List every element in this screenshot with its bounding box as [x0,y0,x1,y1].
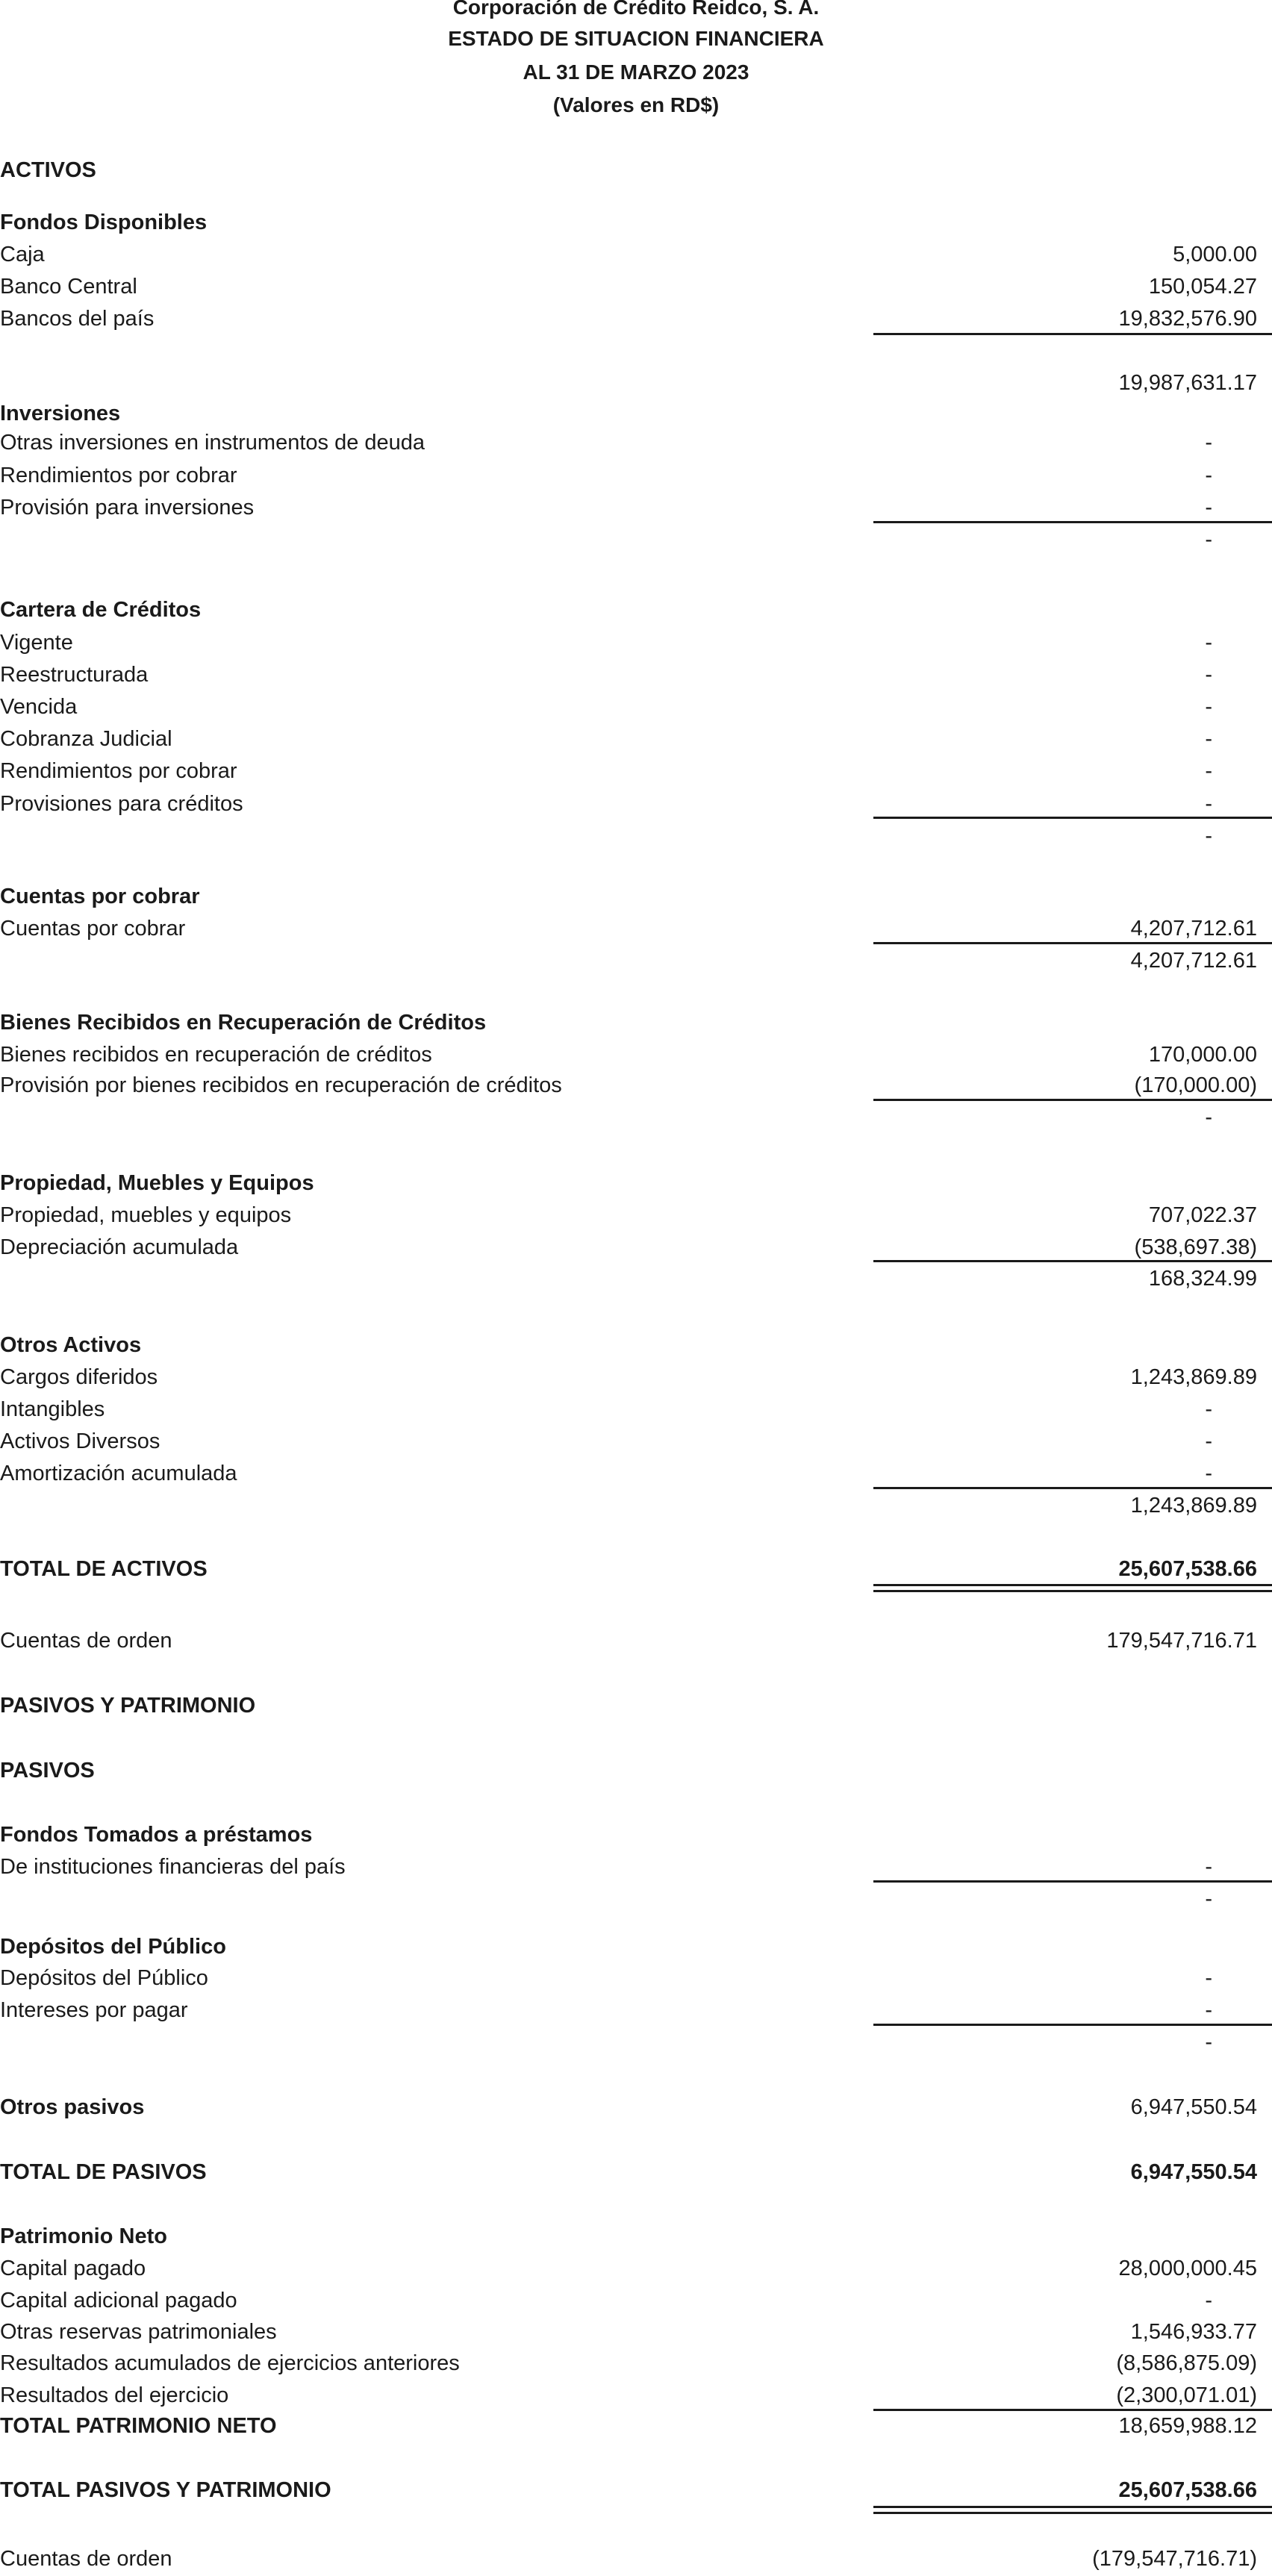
line-item [0,2286,1272,2315]
total-label: TOTAL DE PASIVOS [0,2160,207,2184]
line-label: Provisión para inversiones [0,496,255,520]
pasivos-patrimonio-heading: PASIVOS Y PATRIMONIO [0,1694,256,1718]
total-amount: 6,947,550.54 [1130,2160,1257,2184]
line-item [0,1963,1272,1993]
line-item [0,240,1272,269]
total-activos-row [0,1554,1272,1584]
line-amount: - [1205,431,1212,455]
line-item [0,914,1272,944]
total-amount: 25,607,538.66 [1118,1557,1257,1581]
company-name: Corporación de Crédito Reidco, S. A. [452,0,820,19]
subtotal-row [0,1103,1272,1132]
line-item [0,461,1272,490]
bienes-heading: Bienes Recibidos en Recuperación de Créditos [0,1011,487,1035]
line-amount: 179,547,716.71 [1106,1629,1257,1653]
subtotal-rule [873,333,1272,335]
line-label: Intangibles [0,1397,105,1421]
line-amount: - [1205,1462,1212,1485]
line-label: Cargos diferidos [0,1365,158,1389]
line-amount: 6,947,550.54 [1130,2095,1257,2119]
line-item [0,428,1272,458]
line-label: Bancos del país [0,307,155,331]
line-item [0,304,1272,334]
line-label: Otras inversiones en instrumentos de deuda [0,431,425,455]
line-item [0,1200,1272,1230]
line-amount: - [1205,759,1212,783]
inversiones-heading: Inversiones [0,402,121,425]
total-pasivos-patrimonio-row [0,2475,1272,2505]
total-pasivos-row [0,2157,1272,2187]
line-amount: (2,300,071.01) [1116,2383,1257,2407]
line-amount: - [1205,1855,1212,1879]
subtotal-amount: 4,207,712.61 [1130,949,1257,973]
line-label: Cuentas de orden [0,2547,172,2571]
line-item [0,1426,1272,1456]
line-amount: (170,000.00) [1134,1073,1257,1097]
subtotal-rule [873,521,1272,523]
line-amount: 5,000.00 [1173,243,1257,266]
propiedad-heading: Propiedad, Muebles y Equipos [0,1171,314,1195]
line-amount: - [1205,2289,1212,2313]
subtotal-row [0,1491,1272,1521]
line-label: Provisiones para créditos [0,792,243,816]
line-amount: 707,022.37 [1148,1203,1257,1227]
line-item [0,756,1272,786]
line-item [0,1040,1272,1070]
subtotal-amount: - [1205,2030,1212,2054]
line-label: Resultados del ejercicio [0,2383,229,2407]
line-item [0,724,1272,754]
subtotal-amount: 168,324.99 [1148,1267,1257,1291]
line-item [0,692,1272,722]
line-amount: 1,546,933.77 [1130,2320,1257,2344]
line-label: Rendimientos por cobrar [0,759,237,783]
cuentas-orden-row [0,2544,1272,2574]
subtotal-row [0,2027,1272,2057]
line-amount: - [1205,792,1212,816]
subtotal-row [0,946,1272,976]
line-label: Resultados acumulados de ejercicios anteriores [0,2351,460,2375]
line-item [0,272,1272,302]
line-amount: 19,832,576.90 [1118,307,1257,331]
line-label: Depósitos del Público [0,1966,208,1990]
line-label: Activos Diversos [0,1429,160,1453]
subtotal-row [0,525,1272,555]
subtotal-amount: - [1205,824,1212,848]
line-label: Rendimientos por cobrar [0,464,237,487]
line-amount: - [1205,727,1212,751]
line-item [0,1995,1272,2025]
subtotal-rule [873,1260,1272,1262]
subtotal-rule [873,1099,1272,1101]
subtotal-rule [873,942,1272,944]
line-amount: - [1205,695,1212,719]
depositos-heading: Depósitos del Público [0,1935,226,1959]
subtotal-row [0,1264,1272,1294]
total-patrimonio-row [0,2411,1272,2441]
line-label: Amortización acumulada [0,1462,237,1485]
subtotal-amount: - [1205,1105,1212,1129]
line-label: Caja [0,243,45,266]
subtotal-amount: 1,243,869.89 [1130,1494,1257,1518]
line-label: Reestructurada [0,663,149,687]
line-item [0,1232,1272,1262]
activos-heading: ACTIVOS [0,158,96,182]
pasivos-heading: PASIVOS [0,1759,95,1783]
total-amount: 25,607,538.66 [1118,2478,1257,2502]
otros-pasivos-row [0,2092,1272,2122]
line-amount: 28,000,000.45 [1118,2257,1257,2280]
line-amount: - [1205,663,1212,687]
line-label: Capital adicional pagado [0,2289,237,2313]
line-label: Propiedad, muebles y equipos [0,1203,292,1227]
line-label: Banco Central [0,275,137,299]
total-label: TOTAL DE ACTIVOS [0,1557,208,1581]
cartera-heading: Cartera de Créditos [0,598,202,622]
line-amount: 170,000.00 [1148,1043,1257,1067]
patrimonio-heading: Patrimonio Neto [0,2224,167,2248]
subtotal-amount: - [1205,528,1212,552]
fondos-heading: Fondos Disponibles [0,210,208,234]
subtotal-row [0,821,1272,851]
total-amount: 18,659,988.12 [1118,2414,1257,2438]
line-item [0,1852,1272,1882]
line-amount: - [1205,1429,1212,1453]
line-label: Cuentas por cobrar [0,917,186,941]
line-label: Cobranza Judicial [0,727,172,751]
line-item [0,2348,1272,2378]
statement-title: ESTADO DE SITUACION FINANCIERA [448,27,824,50]
cuentas-cobrar-heading: Cuentas por cobrar [0,885,200,908]
subtotal-rule [873,1487,1272,1489]
line-amount: - [1205,1397,1212,1421]
line-item [0,1394,1272,1424]
line-label: Bienes recibidos en recuperación de créditos [0,1043,432,1067]
line-label: Vencida [0,695,78,719]
line-item [0,2254,1272,2283]
line-amount: - [1205,464,1212,487]
otros-activos-heading: Otros Activos [0,1333,142,1357]
subtotal-amount: - [1205,1887,1212,1911]
line-label: Depreciación acumulada [0,1235,239,1259]
subtotal-row [0,1884,1272,1914]
line-item [0,1459,1272,1488]
line-item [0,628,1272,658]
line-label: Vigente [0,631,73,655]
line-amount: (538,697.38) [1134,1235,1257,1259]
line-item [0,493,1272,523]
line-item [0,2380,1272,2410]
subtotal-rule [873,2024,1272,2026]
line-amount: - [1205,631,1212,655]
line-amount: - [1205,496,1212,520]
line-label: Provisión por bienes recibidos en recuperación de créditos [0,1073,562,1097]
line-item [0,789,1272,819]
line-item [0,1362,1272,1392]
line-amount: 150,054.27 [1148,275,1257,299]
line-amount: (8,586,875.09) [1116,2351,1257,2375]
subtotal-amount: 19,987,631.17 [1118,371,1257,395]
total-label: TOTAL PATRIMONIO NETO [0,2414,277,2438]
line-amount: (179,547,716.71) [1092,2547,1257,2571]
line-amount: - [1205,1998,1212,2022]
cuentas-orden-row [0,1626,1272,1656]
line-label: Cuentas de orden [0,1629,172,1653]
fondos-tomados-heading: Fondos Tomados a préstamos [0,1823,313,1847]
statement-date: AL 31 DE MARZO 2023 [523,60,749,84]
subtotal-rule [873,817,1272,819]
line-label: Capital pagado [0,2257,146,2280]
line-label: Otras reservas patrimoniales [0,2320,277,2344]
subtotal-rule [873,1880,1272,1883]
subtotal-row [0,368,1272,398]
line-amount: 1,243,869.89 [1130,1365,1257,1389]
line-label: Intereses por pagar [0,1998,188,2022]
line-label: Otros pasivos [0,2095,145,2119]
line-amount: 4,207,712.61 [1130,917,1257,941]
line-label: De instituciones financieras del país [0,1855,346,1879]
total-label: TOTAL PASIVOS Y PATRIMONIO [0,2478,331,2502]
line-item [0,1070,1272,1100]
line-item [0,660,1272,690]
line-item [0,2317,1272,2347]
currency-note: (Valores en RD$) [552,93,720,116]
total-double-rule [873,1584,1272,1592]
total-double-rule [873,2506,1272,2514]
line-amount: - [1205,1966,1212,1990]
